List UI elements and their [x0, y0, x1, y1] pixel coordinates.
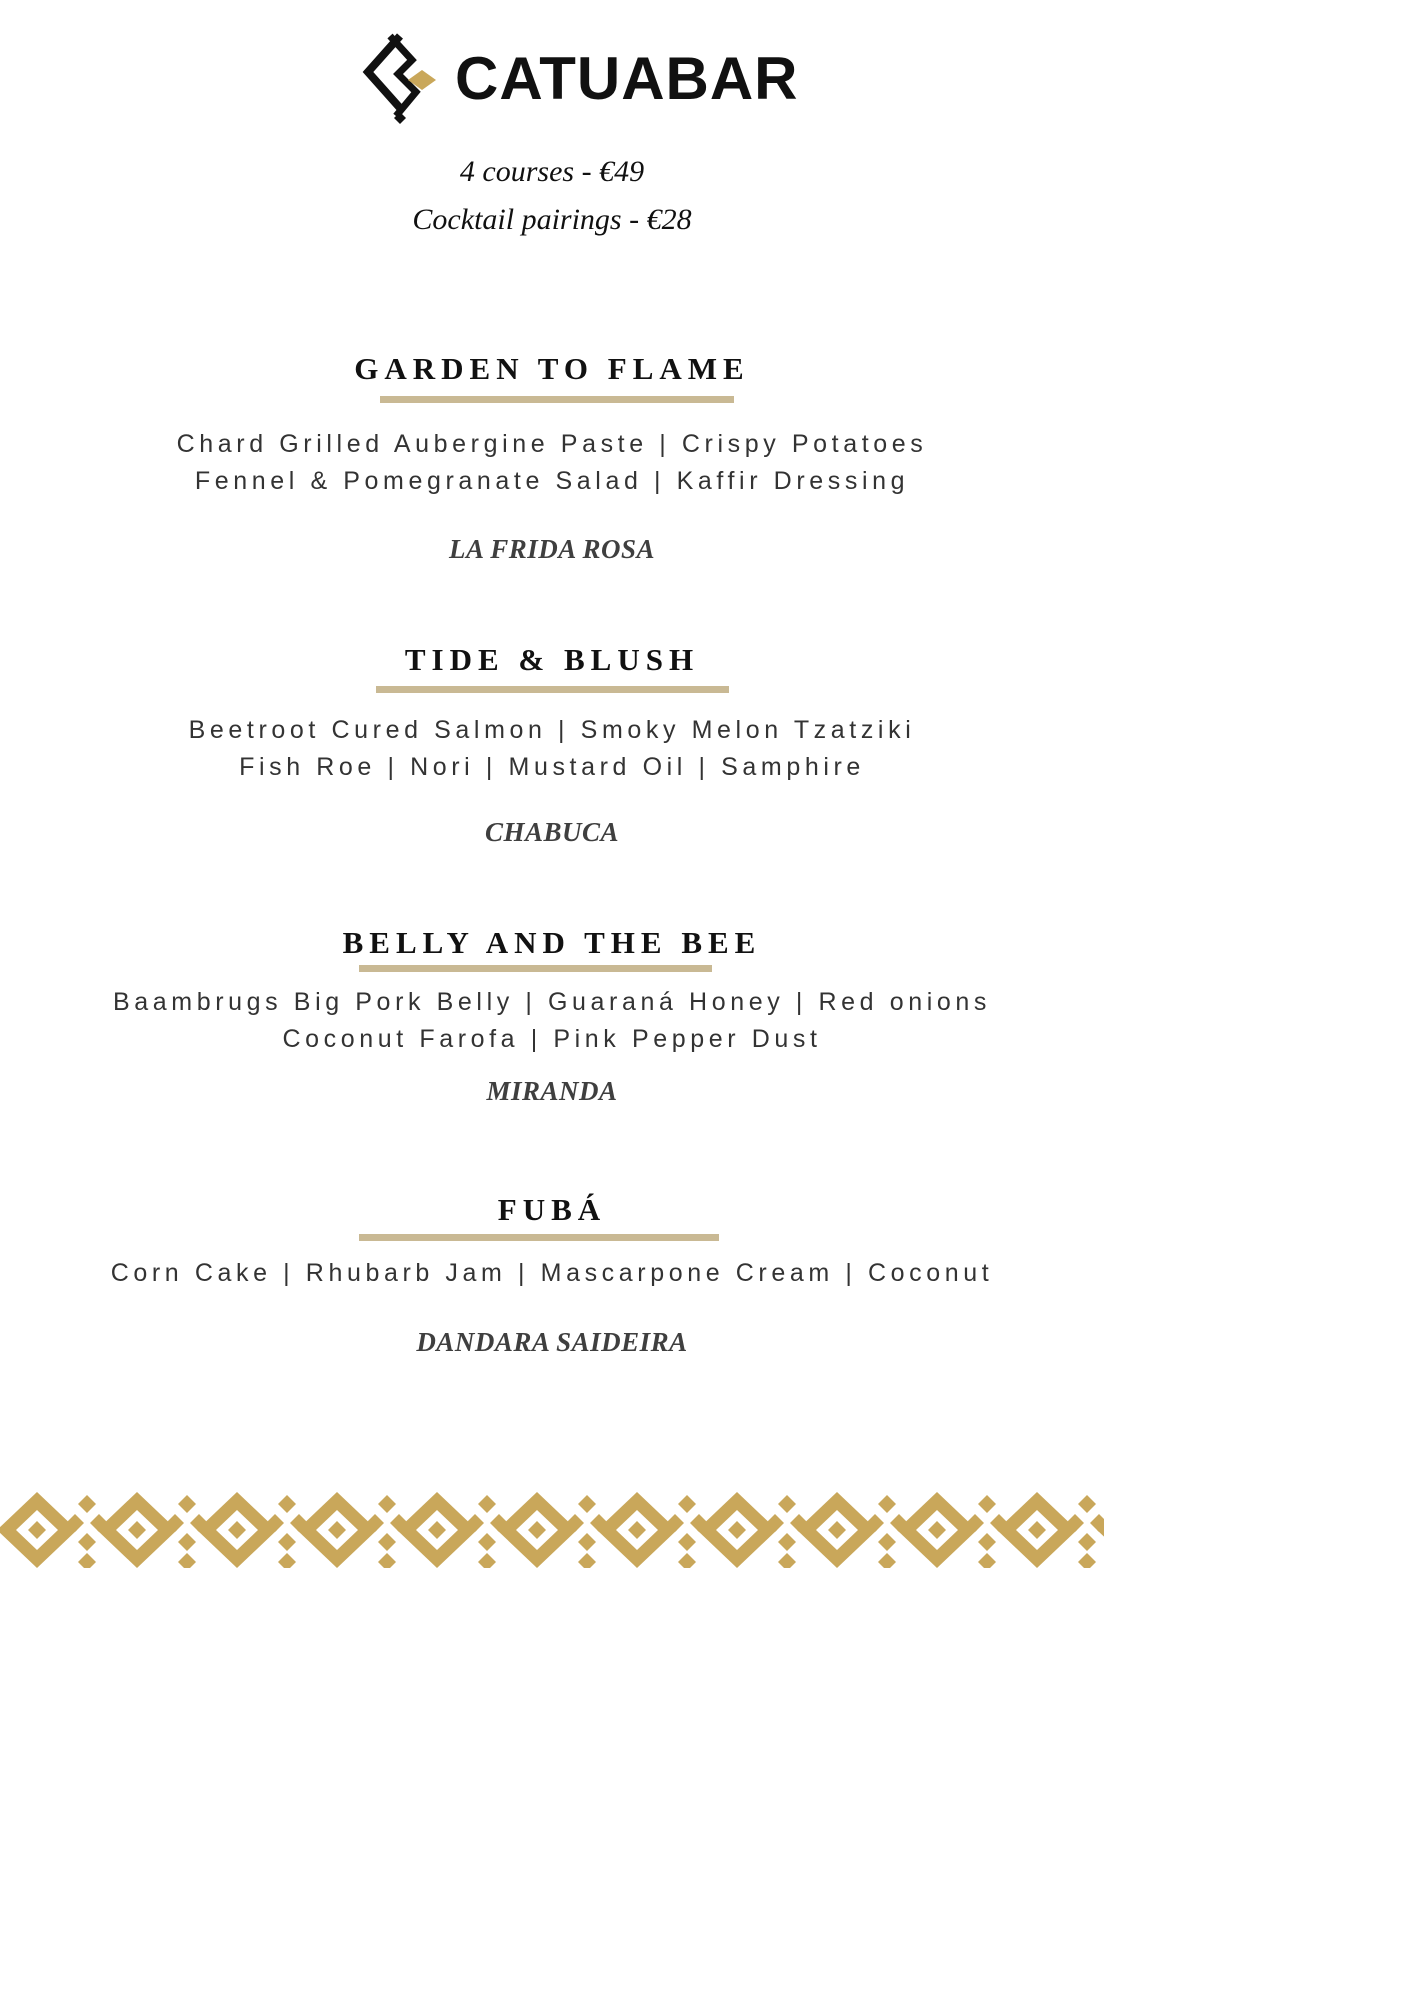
dish-line: Corn Cake | Rhubarb Jam | Mascarpone Cream | Coconut [110, 1259, 994, 1287]
dish-line: Baambrugs Big Pork Belly | Guaraná Honey | Red onions [113, 988, 991, 1016]
diamond-monogram-icon [360, 32, 440, 128]
cocktail-pairing: LA FRIDA ROSA [448, 534, 656, 564]
cocktail-pairing: MIRANDA [486, 1076, 618, 1106]
course-title: FUBÁ [497, 1192, 607, 1227]
cocktail-pairing: CHABUCA [484, 817, 620, 847]
dish-line: Chard Grilled Aubergine Paste | Crispy Potatoes [176, 430, 928, 458]
courses-price: 4 courses - €49 [459, 155, 645, 188]
course-title: TIDE & BLUSH [404, 642, 700, 677]
course-title: GARDEN TO FLAME [354, 351, 750, 386]
dish-line: Fish Roe | Nori | Mustard Oil | Samphire [239, 753, 865, 781]
divider-rule [359, 1234, 719, 1241]
dish-line: Fennel & Pomegranate Salad | Kaffir Dressing [194, 467, 910, 495]
dish-line: Coconut Farofa | Pink Pepper Dust [282, 1025, 822, 1053]
course-title: BELLY AND THE BEE [342, 925, 762, 960]
divider-rule [359, 965, 712, 972]
dish-line: Beetroot Cured Salmon | Smoky Melon Tzatziki [188, 716, 916, 744]
divider-rule [376, 686, 729, 693]
pairings-price: Cocktail pairings - €28 [412, 203, 692, 236]
divider-rule [380, 396, 734, 403]
brand-name: CATUABAR [455, 45, 799, 112]
cocktail-pairing: DANDARA SAIDEIRA [416, 1327, 688, 1357]
gold-diamond-border-pattern [0, 1490, 1104, 1568]
